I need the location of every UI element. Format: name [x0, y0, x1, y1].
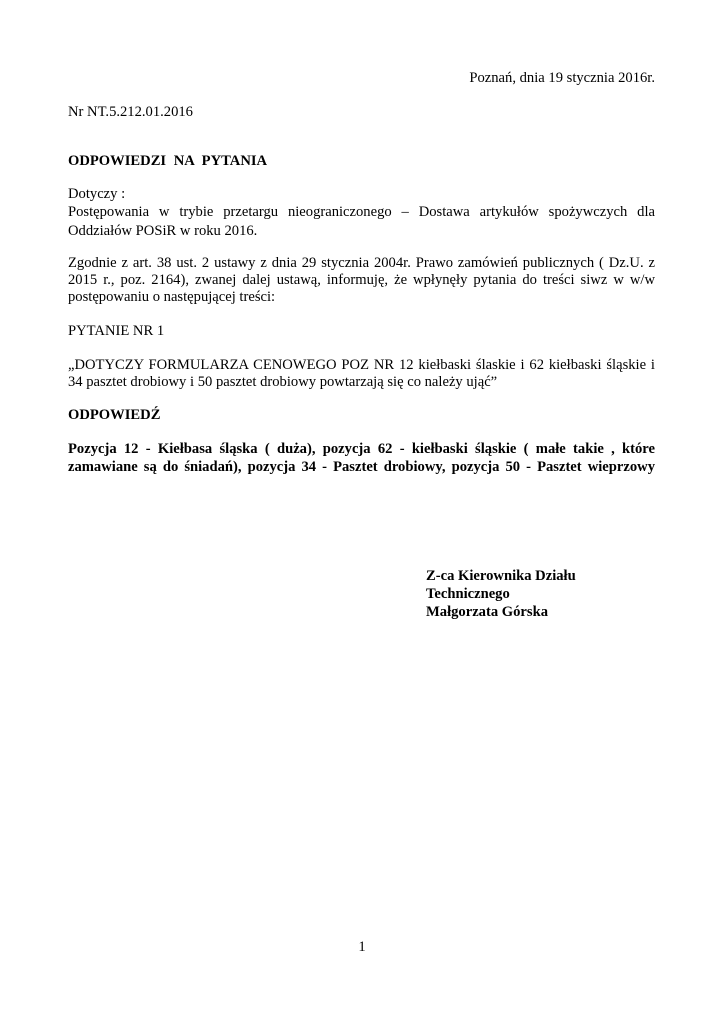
signature-position: Z-ca Kierownika Działu	[426, 568, 576, 584]
answer-label: ODPOWIEDŹ	[68, 407, 161, 423]
signature-block	[426, 567, 686, 621]
document-title: ODPOWIEDZI NA PYTANIA	[68, 153, 268, 169]
legal-basis-paragraph: Zgodnie z art. 38 ust. 2 ustawy z dnia 29 stycznia 2004r. Prawo zamówień publicznych ( Dz.U. z 2015 r., poz. 2164), zwanej dalej ustawą, informuję, że wpłynęły pytania do treści siwz w w/w postępowaniu o następującej treści:	[68, 255, 655, 305]
signature-department: Technicznego	[426, 586, 510, 602]
question-text: „DOTYCZY FORMULARZA CENOWEGO POZ NR 12 kiełbaski ślaskie i 62 kiełbaski śląskie i 34 pasztet drobiowy i 50 pasztet drobiowy powtarzają się co należy ująć”	[68, 357, 655, 390]
reference-number: Nr NT.5.212.01.2016	[68, 104, 193, 120]
subject-label: Dotyczy :	[68, 186, 126, 202]
answer-text: Pozycja 12 - Kiełbasa śląska ( duża), pozycja 62 - kiełbaski śląskie ( małe takie , które zamawiane są do śniadań), pozycja 34 - Pasztet drobiowy, pozycja 50 - Pasztet wieprzowy	[68, 441, 655, 475]
date-line: Poznań, dnia 19 stycznia 2016r.	[469, 70, 655, 86]
signature-name: Małgorzata Górska	[426, 604, 548, 620]
page-number: 1	[358, 939, 366, 955]
subject-text: Postępowania w trybie przetargu nieograniczonego – Dostawa artykułów spożywczych dla Oddziałów POSiR w roku 2016.	[68, 204, 655, 239]
question-label: PYTANIE NR 1	[68, 323, 165, 339]
